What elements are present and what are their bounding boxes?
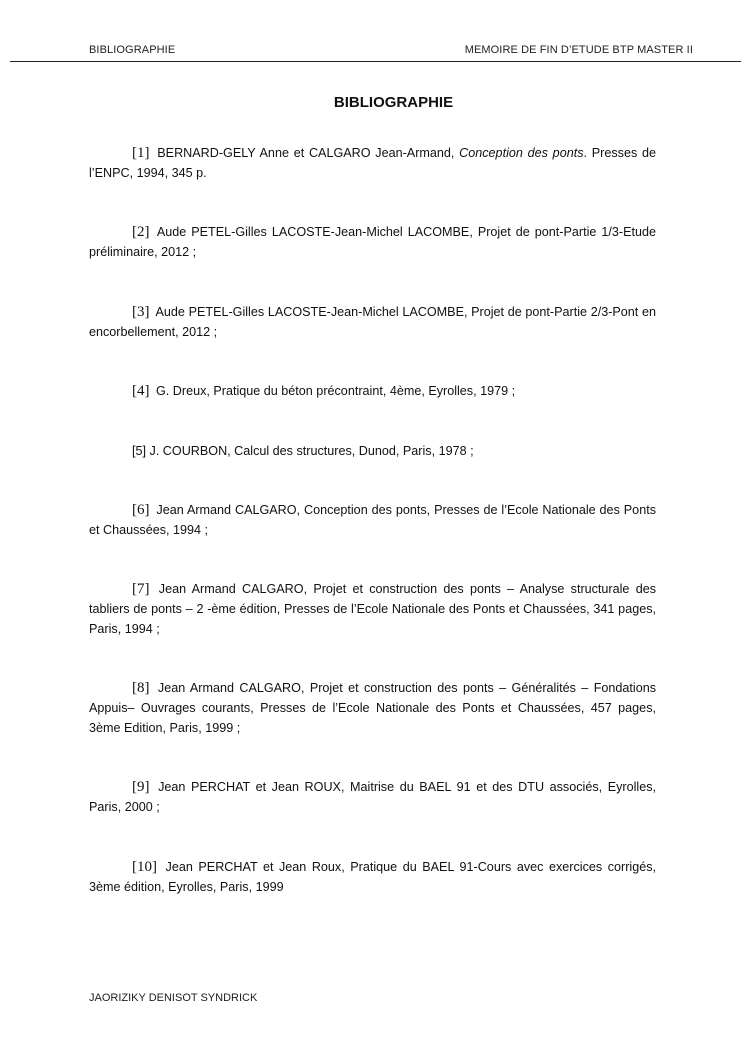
- reference-text: Aude PETEL-Gilles LACOSTE-Jean-Michel LACOMBE, Projet de pont-Partie 1/3-Etude préliminaire, 2012 ;: [89, 225, 656, 259]
- reference-item: [89, 302, 656, 342]
- reference-number: [6]: [132, 502, 150, 518]
- reference-number: [8]: [132, 680, 150, 696]
- reference-number: [3]: [132, 304, 150, 320]
- reference-number: [7]: [132, 581, 150, 597]
- reference-text: Jean PERCHAT et Jean ROUX, Maitrise du BAEL 91 et des DTU associés, Eyrolles, Paris, 2000 ;: [89, 780, 657, 814]
- reference-number: [5]: [132, 444, 147, 458]
- header-rule: [10, 61, 741, 62]
- page-title: BIBLIOGRAPHIE: [333, 94, 454, 111]
- reference-text: Aude PETEL-Gilles LACOSTE-Jean-Michel LACOMBE, Projet de pont-Partie 2/3-Pont en encorbellement, 2012 ;: [89, 305, 656, 339]
- reference-text: Jean PERCHAT et Jean Roux, Pratique du BAEL 91-Cours avec exercices corrigés, 3ème édition, Eyrolles, Paris, 1999: [89, 860, 657, 894]
- reference-item: [89, 143, 656, 183]
- reference-item: [89, 678, 656, 738]
- reference-item: [89, 441, 656, 461]
- reference-number: [10]: [132, 859, 157, 875]
- reference-text: Jean Armand CALGARO, Projet et construction des ponts – Généralités – Fondations Appuis– Ouvrages courants, Presses de l’Ecole Nationale des Ponts et Chaussées, 457 pages, 3ème Edition, Paris, 1999 ;: [89, 681, 657, 735]
- reference-text-end: . Presses de l’ENPC, 1994, 345 p.: [89, 146, 657, 180]
- reference-italic-title: Conception des ponts: [459, 146, 584, 160]
- header-document-title: MEMOIRE DE FIN D’ETUDE BTP MASTER II: [464, 44, 693, 56]
- reference-text: J. COURBON, Calcul des structures, Dunod, Paris, 1978 ;: [149, 444, 474, 458]
- reference-text: G. Dreux, Pratique du béton précontraint, 4ème, Eyrolles, 1979 ;: [156, 384, 516, 398]
- reference-text: Jean Armand CALGARO, Conception des ponts, Presses de l’Ecole Nationale des Ponts et Chaussées, 1994 ;: [89, 503, 656, 537]
- reference-text: BERNARD-GELY Anne et CALGARO Jean-Armand,: [157, 146, 460, 160]
- reference-number: [4]: [132, 383, 150, 399]
- footer-author: JAORIZIKY DENISOT SYNDRICK: [89, 992, 258, 1004]
- reference-item: [89, 777, 656, 817]
- reference-number: [1]: [132, 145, 150, 161]
- reference-item: [89, 857, 656, 897]
- reference-item: [89, 500, 656, 540]
- reference-item: [89, 579, 656, 639]
- reference-text: Jean Armand CALGARO, Projet et construction des ponts – Analyse structurale des tabliers de ponts – 2 -ème édition, Presses de l’Ecole Nationale des Ponts et Chaussées, 341 pages, Paris, 1994 ;: [89, 582, 656, 636]
- reference-item: [89, 381, 656, 401]
- header-section-title: BIBLIOGRAPHIE: [89, 44, 176, 56]
- reference-item: [89, 222, 656, 262]
- reference-number: [2]: [132, 224, 150, 240]
- reference-number: [9]: [132, 779, 150, 795]
